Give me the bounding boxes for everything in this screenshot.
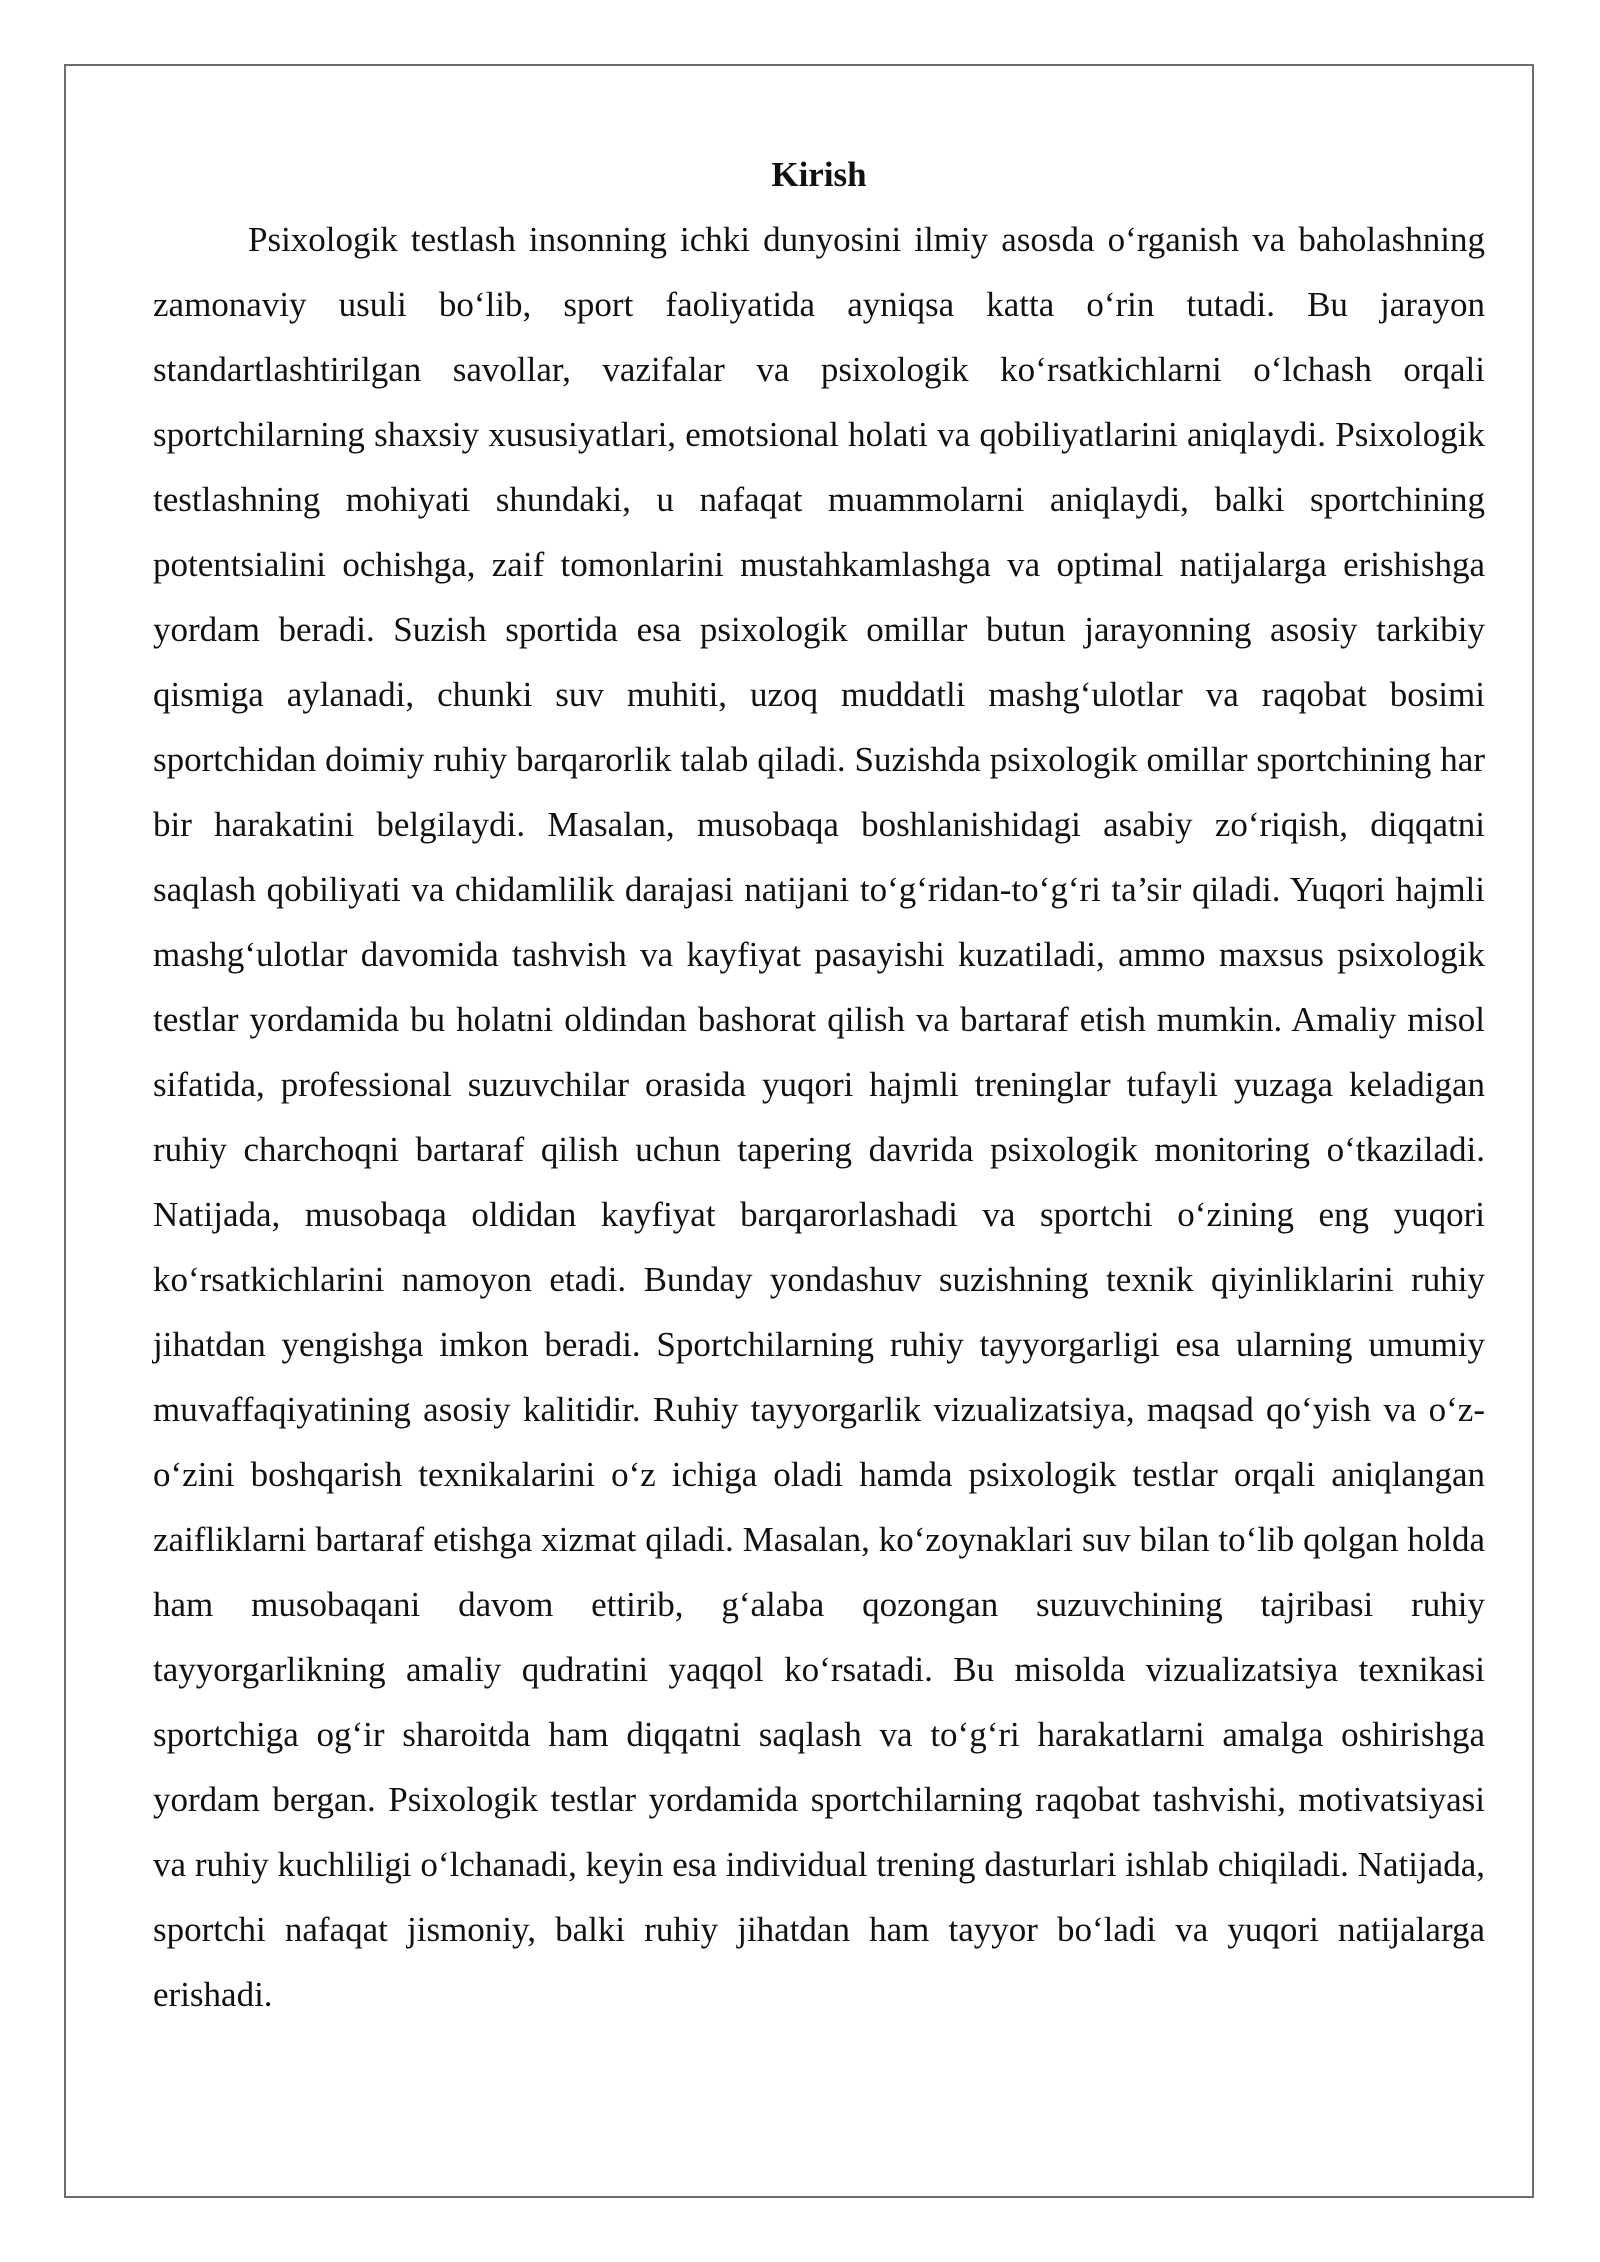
document-body bbox=[153, 142, 1485, 2027]
body-paragraph: Psixologik testlash insonning ichki dunyosini ilmiy asosda o‘rganish va baholashning zamonaviy usuli bo‘lib, sport faoliyatida ayniqsa katta o‘rin tutadi. Bu jarayon standartlashtirilgan savollar, vazifalar va psixologik ko‘rsatkichlarni o‘lchash orqali sportchilarning shaxsiy xususiyatlari, emotsional holati va qobiliyatlarini aniqlaydi. Psixologik testlashning mohiyati shundaki, u nafaqat muammolarni aniqlaydi, balki sportchining potentsialini ochishga, zaif tomonlarini mustahkamlashga va optimal natijalarga erishishga yordam beradi. Suzish sportida esa psixologik omillar butun jarayonning asosiy tarkibiy qismiga aylanadi, chunki suv muhiti, uzoq muddatli mashg‘ulotlar va raqobat bosimi sportchidan doimiy ruhiy barqarorlik talab qiladi. Suzishda psixologik omillar sportchining har bir harakatini belgilaydi. Masalan, musobaqa boshlanishidagi asabiy zo‘riqish, diqqatni saqlash qobiliyati va chidamlilik darajasi natijani to‘g‘ridan-to‘g‘ri ta’sir qiladi. Yuqori hajmli mashg‘ulotlar davomida tashvish va kayfiyat pasayishi kuzatiladi, ammo maxsus psixologik testlar yordamida bu holatni oldindan bashorat qilish va bartaraf etish mumkin. Amaliy misol sifatida, professional suzuvchilar orasida yuqori hajmli treninglar tufayli yuzaga keladigan ruhiy charchoqni bartaraf qilish uchun tapering davrida psixologik monitoring o‘tkaziladi. Natijada, musobaqa oldidan kayfiyat barqarorlashadi va sportchi o‘zining eng yuqori ko‘rsatkichlarini namoyon etadi. Bunday yondashuv suzishning texnik qiyinliklarini ruhiy jihatdan yengishga imkon beradi. Sportchilarning ruhiy tayyorgarligi esa ularning umumiy muvaffaqiyatining asosiy kalitidir. Ruhiy tayyorgarlik vizualizatsiya, maqsad qo‘yish va o‘z-o‘zini boshqarish texnikalarini o‘z ichiga oladi hamda psixologik testlar orqali aniqlangan zaifliklarni bartaraf etishga xizmat qiladi. Masalan, ko‘zoynaklari suv bilan to‘lib qolgan holda ham musobaqani davom ettirib, g‘alaba qozongan suzuvchining tajribasi ruhiy tayyorgarlikning amaliy qudratini yaqqol ko‘rsatadi. Bu misolda vizualizatsiya texnikasi sportchiga og‘ir sharoitda ham diqqatni saqlash va to‘g‘ri harakatlarni amalga oshirishga yordam bergan. Psixologik testlar yordamida sportchilarning raqobat tashvishi, motivatsiyasi va ruhiy kuchliligi o‘lchanadi, keyin esa individual trening dasturlari ishlab chiqiladi. Natijada, sportchi nafaqat jismoniy, balki ruhiy jihatdan ham tayyor bo‘ladi va yuqori natijalarga erishadi. bbox=[153, 220, 1485, 2014]
section-heading: Kirish bbox=[771, 155, 867, 194]
